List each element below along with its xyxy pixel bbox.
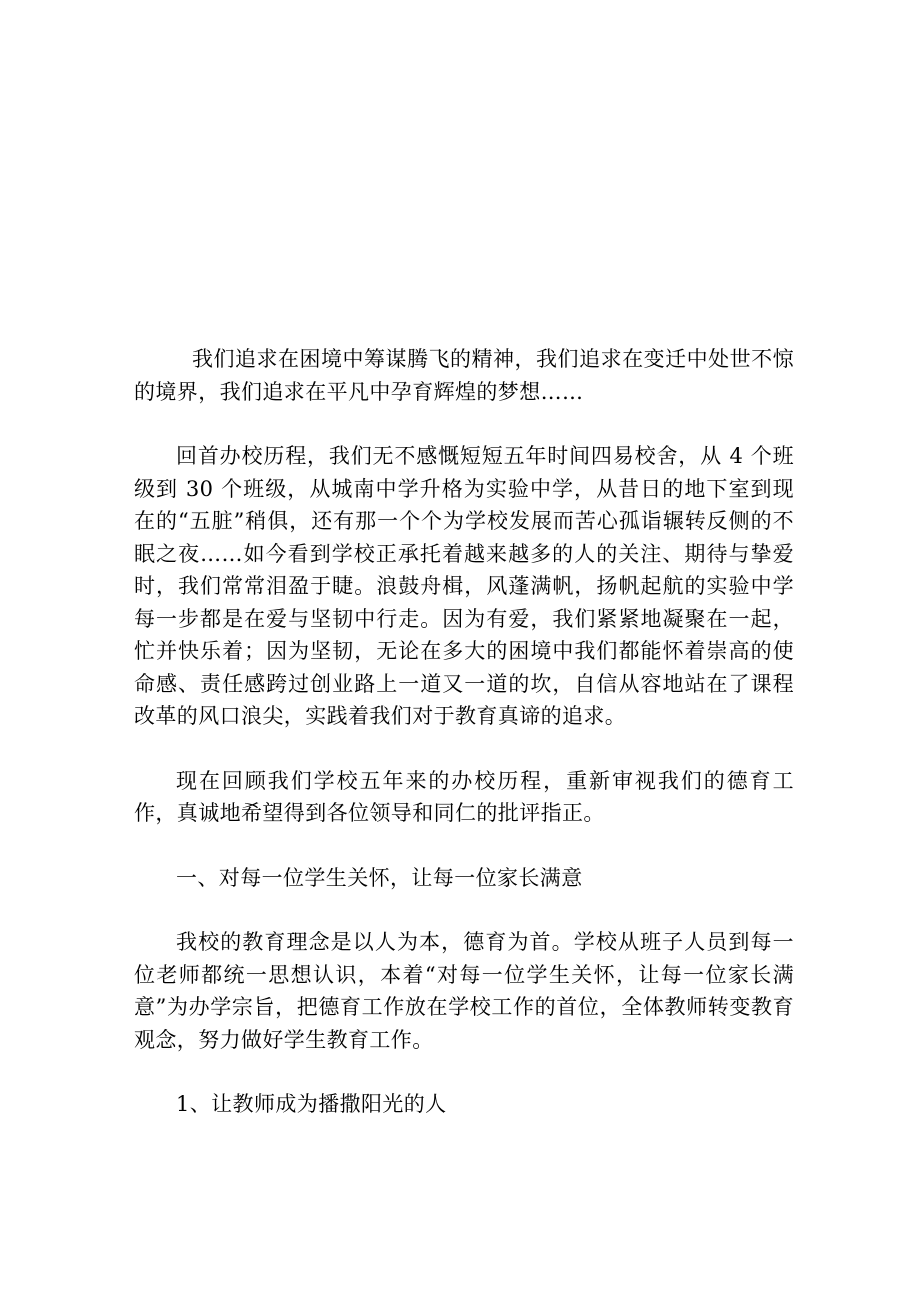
history-paragraph: 回首办校历程，我们无不感慨短短五年时间四易校舍，从 4 个班级到 30 个班级，从城南中学升格为实验中学，从昔日的地下室到现在的“五脏”稍俱，还有那一个个为学校发展而苦心孤诣辗转反侧的不眠之夜……如今看到学校正承托着越来越多的人的关注、期待与挚爱时，我们常常泪盈于睫。浪鼓舟楫，风蓬满帆，扬帆起航的实验中学每一步都是在爱与坚韧中行走。因为有爱，我们紧紧地凝聚在一起，忙并快乐着；因为坚韧，无论在多大的困境中我们都能怀着崇高的使命感、责任感跨过创业路上一道又一道的坎，自信从容地站在了课程改革的风口浪尖，实践着我们对于教育真谛的追求。 (134, 444, 794, 728)
intro-paragraph: 我们追求在困境中筹谋腾飞的精神，我们追求在变迁中处世不惊的境界，我们追求在平凡中孕育辉煌的梦想…… (134, 347, 794, 404)
philosophy-paragraph: 我校的教育理念是以人为本，德育为首。学校从班子人员到每一位老师都统一思想认识，本着“对每一位学生关怀，让每一位家长满意”为办学宗旨，把德育工作放在学校工作的首位，全体教师转变教育观念，努力做好学生教育工作。 (134, 930, 794, 1052)
section-heading-1: 一、对每一位学生关怀，让每一位家长满意 (176, 865, 583, 890)
document-body (134, 343, 794, 1153)
subsection-heading-1: 1、让教师成为播撒阳光的人 (176, 1092, 447, 1116)
review-paragraph: 现在回顾我们学校五年来的办校历程，重新审视我们的德育工作，真诚地希望得到各位领导和同仁的批评指正。 (134, 768, 794, 825)
